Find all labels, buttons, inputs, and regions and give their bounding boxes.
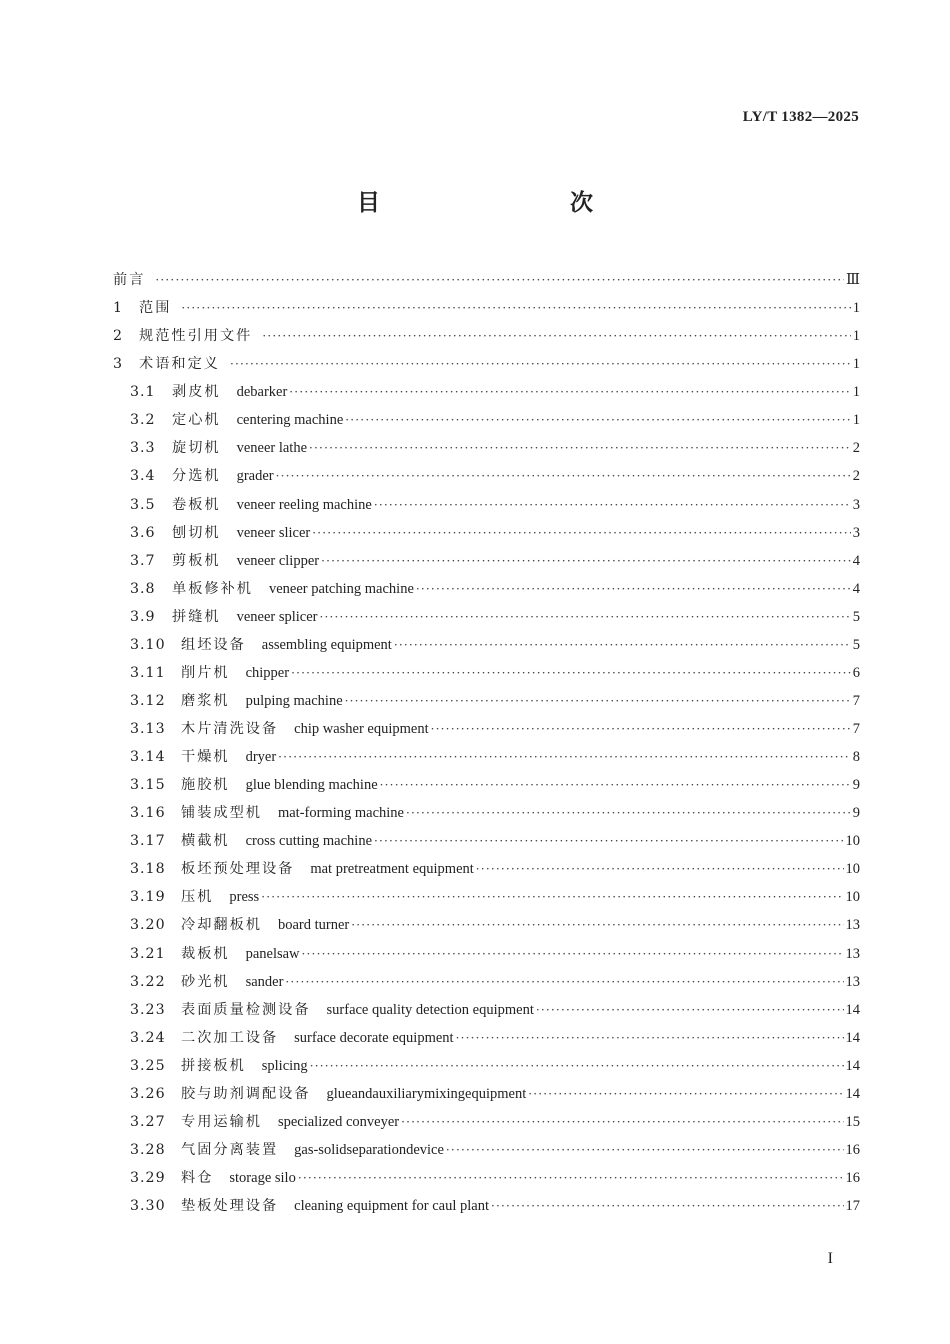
toc-entry[interactable]: [113, 1052, 860, 1080]
toc-entry-english-title: mat-forming machine: [277, 805, 404, 822]
toc-entry-page: 8: [852, 749, 860, 766]
toc-entry-number: 3.24: [130, 1029, 166, 1046]
dot-leader: [406, 799, 851, 827]
toc-entry-title: 前言: [113, 272, 146, 288]
toc-entry-english-title: splicing: [261, 1057, 308, 1074]
toc-entry-title: 拼缝机: [172, 608, 221, 625]
dot-leader: [309, 434, 851, 462]
toc-entry-number: 3.2: [130, 412, 156, 429]
toc-entry-title: 拼接板机: [181, 1057, 246, 1074]
toc-entry-page: 16: [845, 1141, 860, 1158]
dot-leader: [374, 491, 851, 519]
toc-entry-number: 3.14: [130, 749, 166, 766]
dot-leader: [320, 603, 851, 631]
toc-entry-english-title: centering machine: [236, 412, 344, 429]
toc-entry-english-title: debarker: [236, 384, 288, 401]
toc-entry[interactable]: [113, 1108, 860, 1136]
toc-entry-page: 13: [845, 973, 860, 990]
toc-entry-page: 13: [845, 945, 860, 962]
toc-entry-number: 3.11: [130, 664, 166, 681]
toc-entry[interactable]: [113, 266, 860, 294]
toc-entry-page: 7: [852, 721, 860, 737]
toc-entry[interactable]: [113, 1164, 860, 1192]
toc-entry-english-title: chipper: [245, 664, 290, 681]
toc-entry-page: 17: [845, 1198, 860, 1215]
dot-leader: [289, 378, 850, 406]
toc-entry-english-title: veneer lathe: [236, 440, 308, 457]
dot-leader: [401, 1108, 843, 1136]
toc-entry-number: 3.10: [130, 636, 166, 653]
toc-entry-number: 3.25: [130, 1057, 166, 1074]
toc-entry-english-title: dryer: [245, 749, 277, 766]
toc-entry-title: 施胶机: [181, 777, 230, 794]
toc-entry-number: 3.19: [130, 889, 166, 906]
toc-entry-title: 专用运输机: [181, 1113, 262, 1130]
toc-entry-number: 3.8: [130, 580, 156, 597]
toc-entry[interactable]: [113, 462, 860, 490]
toc-entry-title: 料仓: [181, 1170, 214, 1186]
toc-entry-english-title: sander: [245, 973, 284, 990]
toc-entry-page: 4: [852, 580, 860, 597]
toc-entry-english-title: grader: [236, 468, 274, 485]
toc-entry[interactable]: [113, 547, 860, 575]
toc-entry-english-title: press: [229, 889, 260, 906]
dot-leader: [394, 631, 851, 659]
toc-entry-english-title: surface decorate equipment: [294, 1029, 454, 1046]
toc-entry-page: 1: [852, 356, 860, 373]
dot-leader: [528, 1080, 843, 1108]
dot-leader: [181, 294, 850, 322]
toc-entry[interactable]: [113, 1192, 860, 1220]
toc-entry-page: 1: [852, 300, 860, 317]
toc-entry-title: 冷却翻板机: [181, 917, 262, 934]
toc-entry-page: 5: [852, 636, 860, 653]
toc-entry[interactable]: [113, 350, 860, 378]
toc-entry[interactable]: [113, 799, 860, 827]
toc-entry-page: 7: [852, 692, 860, 709]
toc-entry-number: 3.17: [130, 833, 166, 850]
toc-entry[interactable]: [113, 968, 860, 996]
toc-entry-page: 1: [852, 412, 860, 429]
dot-leader: [298, 1164, 844, 1192]
dot-leader: [321, 547, 851, 575]
toc-entry-title: 气固分离装置: [181, 1141, 279, 1158]
toc-entry[interactable]: [113, 827, 860, 855]
toc-entry-title: 单板修补机: [172, 580, 253, 597]
toc-entry-page: 9: [852, 777, 860, 794]
toc-entry[interactable]: [113, 491, 860, 519]
toc-entry[interactable]: [113, 1080, 860, 1108]
toc-entry-page: 14: [845, 1029, 860, 1046]
footer-page-number: I: [827, 1250, 833, 1267]
toc-entry-page: 10: [845, 833, 860, 850]
toc-entry-number: 3.6: [130, 524, 156, 541]
toc-entry-number: 3.7: [130, 552, 156, 569]
toc-entry-number: 3.5: [130, 496, 156, 513]
toc-entry-english-title: veneer patching machine: [268, 580, 414, 597]
toc-entry-english-title: glue blending machine: [245, 777, 378, 794]
dot-leader: [380, 771, 851, 799]
dot-leader: [351, 911, 843, 939]
toc-entry-english-title: glueandauxiliarymixingequipment: [326, 1085, 527, 1102]
toc-entry[interactable]: [113, 434, 860, 462]
dot-leader: [155, 266, 844, 294]
dot-leader: [285, 968, 843, 996]
toc-entry-number: 3.13: [130, 721, 166, 737]
toc-entry-title: 砂光机: [181, 973, 230, 990]
toc-entry-number: 3.26: [130, 1085, 166, 1102]
toc-entry-page: 5: [852, 608, 860, 625]
dot-leader: [374, 827, 843, 855]
toc-entry[interactable]: [113, 575, 860, 603]
toc-entry-page: 9: [852, 805, 860, 822]
dot-leader: [262, 322, 850, 350]
toc-entry-english-title: veneer clipper: [236, 552, 320, 569]
toc-entry-title: 削片机: [181, 664, 230, 681]
toc-entry-page: 1: [852, 328, 860, 345]
toc-entry-page: 2: [852, 440, 860, 457]
dot-leader: [345, 406, 850, 434]
toc-entry-number: 3.28: [130, 1141, 166, 1158]
toc-entry-page: 3: [852, 496, 860, 513]
toc-entry-english-title: pulping machine: [245, 692, 343, 709]
toc-entry-page: 14: [845, 1085, 860, 1102]
toc-entry-title: 垫板处理设备: [181, 1198, 279, 1215]
dot-leader: [416, 575, 851, 603]
toc-entry-number: 3: [113, 356, 123, 373]
dot-leader: [345, 687, 851, 715]
toc-entry-number: 1: [113, 300, 123, 317]
toc-entry-page: 1: [852, 384, 860, 401]
toc-entry-english-title: storage silo: [229, 1170, 296, 1186]
toc-entry-title: 表面质量检测设备: [181, 1001, 311, 1018]
toc-entry[interactable]: [113, 1024, 860, 1052]
table-of-contents: [113, 266, 860, 1220]
toc-entry-page: Ⅲ: [846, 272, 860, 288]
toc-entry-title: 压机: [181, 889, 214, 906]
toc-entry-english-title: cleaning equipment for caul plant: [294, 1198, 490, 1215]
toc-entry-number: 3.23: [130, 1001, 166, 1018]
toc-entry-number: 3.21: [130, 945, 166, 962]
toc-entry-number: 3.30: [130, 1198, 166, 1215]
toc-entry-title: 铺装成型机: [181, 805, 262, 822]
dot-leader: [536, 996, 844, 1024]
toc-entry-title: 范围: [139, 300, 172, 317]
toc-entry[interactable]: [113, 406, 860, 434]
toc-entry-title: 分选机: [172, 468, 221, 485]
toc-entry[interactable]: [113, 883, 860, 911]
toc-entry[interactable]: [113, 855, 860, 883]
toc-entry-number: 3.15: [130, 777, 166, 794]
toc-entry-title: 刨切机: [172, 524, 221, 541]
toc-entry[interactable]: [113, 659, 860, 687]
toc-entry[interactable]: [113, 519, 860, 547]
toc-entry-number: 3.1: [130, 384, 156, 401]
toc-entry-english-title: mat pretreatment equipment: [310, 861, 474, 878]
toc-entry-page: 13: [845, 917, 860, 934]
toc-entry[interactable]: [113, 378, 860, 406]
dot-leader: [310, 1052, 844, 1080]
toc-entry-number: 3.9: [130, 608, 156, 625]
toc-entry-title: 横截机: [181, 833, 230, 850]
toc-entry[interactable]: [113, 771, 860, 799]
toc-entry[interactable]: [113, 743, 860, 771]
toc-entry-page: 16: [845, 1170, 860, 1186]
toc-entry-page: 3: [852, 524, 860, 541]
toc-entry-page: 4: [852, 552, 860, 569]
toc-entry-title: 组坯设备: [181, 636, 246, 653]
toc-entry-title: 胶与助剂调配设备: [181, 1085, 311, 1102]
toc-entry[interactable]: [113, 631, 860, 659]
toc-entry-number: 3.29: [130, 1170, 166, 1186]
toc-entry[interactable]: [113, 294, 860, 322]
toc-entry-page: 10: [845, 861, 860, 878]
toc-entry-number: 3.18: [130, 861, 166, 878]
toc-entry-english-title: gas-solidseparationdevice: [294, 1141, 444, 1158]
toc-entry[interactable]: [113, 715, 860, 743]
toc-entry-number: 3.20: [130, 917, 166, 934]
toc-entry[interactable]: [113, 603, 860, 631]
toc-entry-title: 术语和定义: [139, 356, 220, 373]
toc-entry-english-title: cross cutting machine: [245, 833, 373, 850]
toc-entry-english-title: chip washer equipment: [294, 721, 429, 737]
dot-leader: [278, 743, 851, 771]
toc-entry[interactable]: [113, 940, 860, 968]
toc-entry-title: 剪板机: [172, 552, 221, 569]
toc-entry-english-title: veneer slicer: [236, 524, 311, 541]
dot-leader: [431, 715, 851, 743]
dot-leader: [230, 350, 851, 378]
toc-entry-title: 干燥机: [181, 749, 230, 766]
toc-entry-number: 3.4: [130, 468, 156, 485]
toc-entry-title: 板坯预处理设备: [181, 861, 295, 878]
toc-entry-number: 2: [113, 328, 123, 345]
toc-entry-title: 木片清洗设备: [181, 721, 279, 737]
toc-entry-title: 旋切机: [172, 440, 221, 457]
toc-entry-title: 定心机: [172, 412, 221, 429]
toc-entry-title: 二次加工设备: [181, 1029, 279, 1046]
dot-leader: [446, 1136, 844, 1164]
toc-entry-title: 裁板机: [181, 945, 230, 962]
dot-leader: [291, 659, 851, 687]
toc-entry-english-title: panelsaw: [245, 945, 300, 962]
toc-entry-page: 2: [852, 468, 860, 485]
toc-entry-english-title: surface quality detection equipment: [326, 1001, 534, 1018]
dot-leader: [261, 883, 843, 911]
toc-entry[interactable]: [113, 1136, 860, 1164]
toc-entry-number: 3.16: [130, 805, 166, 822]
toc-entry-number: 3.22: [130, 973, 166, 990]
toc-entry[interactable]: [113, 911, 860, 939]
dot-leader: [491, 1192, 843, 1220]
toc-entry-page: 6: [852, 664, 860, 681]
toc-entry-title: 剥皮机: [172, 384, 221, 401]
toc-entry-english-title: specialized conveyer: [277, 1113, 400, 1130]
toc-entry-title: 磨浆机: [181, 692, 230, 709]
dot-leader: [276, 462, 851, 490]
toc-entry-number: 3.27: [130, 1113, 166, 1130]
toc-entry-english-title: veneer reeling machine: [236, 496, 372, 513]
toc-entry-title: 卷板机: [172, 496, 221, 513]
toc-entry-page: 14: [845, 1057, 860, 1074]
document-code: LY/T 1382—2025: [742, 109, 859, 125]
toc-entry[interactable]: [113, 322, 860, 350]
dot-leader: [456, 1024, 844, 1052]
page-title: 目 次: [357, 189, 641, 216]
toc-entry-page: 10: [845, 889, 860, 906]
toc-entry-number: 3.12: [130, 692, 166, 709]
toc-entry-english-title: board turner: [277, 917, 350, 934]
toc-entry[interactable]: [113, 687, 860, 715]
dot-leader: [302, 940, 844, 968]
dot-leader: [476, 855, 844, 883]
toc-entry-number: 3.3: [130, 440, 156, 457]
dot-leader: [312, 519, 851, 547]
toc-entry-title: 规范性引用文件: [139, 328, 253, 345]
toc-entry[interactable]: [113, 996, 860, 1024]
toc-entry-page: 15: [845, 1113, 860, 1130]
toc-entry-english-title: assembling equipment: [261, 636, 392, 653]
toc-entry-english-title: veneer splicer: [236, 608, 318, 625]
toc-entry-page: 14: [845, 1001, 860, 1018]
